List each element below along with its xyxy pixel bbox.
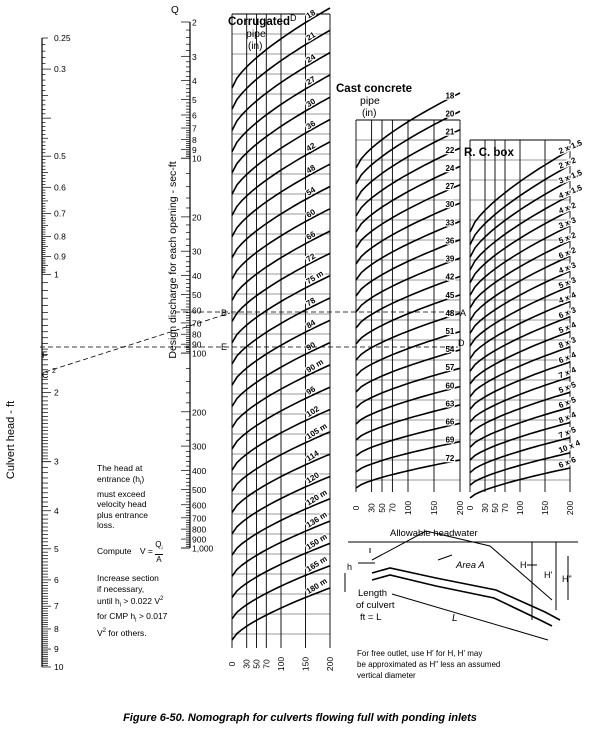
head-note	[97, 463, 177, 531]
pipe-size-label: 7 x 4	[557, 365, 578, 381]
length-label-1: Length	[358, 588, 388, 599]
pipe-size-label: 48	[304, 163, 318, 176]
pipe-size-label: 78	[304, 295, 318, 309]
discharge-scale-label: 600	[192, 500, 207, 511]
length-label-2: of culvert	[356, 600, 395, 611]
pipe-size-label: 24	[304, 52, 318, 65]
concrete-title-2: pipe	[360, 95, 380, 107]
concrete-pipe-panel	[351, 92, 465, 516]
length-label: 70	[261, 659, 272, 669]
pipe-size-label: 33	[445, 218, 455, 228]
pipe-size-label: 42	[304, 140, 318, 154]
head-scale-label: 5	[54, 543, 59, 554]
allowable-headwater-label: Allowable headwater	[390, 528, 478, 539]
discharge-scale-label: 100	[192, 348, 207, 359]
increase-note-line: for CMP $h_i > 0.017$	[97, 611, 168, 624]
free-outlet-line: For free outlet, use H' for H, H' may	[357, 649, 483, 658]
discharge-scale-label: 20	[192, 212, 202, 223]
increase-note-line: Increase section	[97, 573, 159, 583]
pipe-size-label: 5 x 2	[557, 230, 578, 246]
head-scale-label: 0.7	[54, 208, 66, 219]
pipe-size-label: 69	[445, 435, 455, 445]
length-label: 50	[251, 659, 262, 669]
pipe-size-label: 96	[304, 384, 318, 397]
pipe-size-label: 8 x 3	[557, 335, 578, 351]
discharge-scale-label: 800	[192, 524, 207, 535]
discharge-scale-label: 7	[192, 123, 197, 134]
pipe-size-label: 90	[304, 340, 318, 353]
head-scale-label: 0.5	[54, 151, 66, 162]
head-scale-label: 0.3	[54, 64, 66, 75]
pipe-size-label: 30	[304, 96, 318, 110]
concrete-unit: (in)	[362, 108, 377, 119]
head-scale-label: 10	[54, 662, 64, 672]
discharge-axis-title: Design discharge for each opening - sec-ft	[167, 161, 179, 359]
pipe-size-label: 66	[304, 229, 318, 242]
discharge-scale-label: 500	[192, 484, 207, 495]
corrugated-title-2: pipe	[246, 28, 266, 40]
head-note-line: plus entrance	[97, 509, 149, 520]
pipe-size-label: 45	[445, 290, 455, 300]
pipe-size-label: 6 x 2	[557, 245, 578, 261]
pipe-size-label: 60	[304, 207, 318, 220]
length-label: 100	[515, 500, 525, 516]
discharge-scale-label: 40	[192, 271, 202, 282]
head-scale-label: 9	[54, 644, 59, 655]
culvert-head-axis-title: Culvert head - ft	[5, 400, 17, 480]
pipe-size-label: 120 m	[304, 487, 329, 508]
discharge-scale-label: 4	[192, 76, 197, 87]
pipe-size-label: 36	[445, 236, 455, 246]
H1-label: H'	[544, 570, 553, 580]
length-label: 30	[241, 659, 252, 669]
free-outlet-line: vertical diameter	[357, 671, 416, 680]
pipe-size-label: 36	[304, 118, 318, 132]
pipe-size-label: 42	[445, 272, 455, 282]
discharge-scale-label: 1,000	[192, 543, 214, 554]
discharge-scale-label: 90	[192, 339, 202, 350]
H-label: H	[520, 560, 527, 570]
pipe-size-label: 18	[445, 91, 455, 101]
pipe-size-label: 4 x 2	[557, 200, 578, 216]
point-F: F	[42, 350, 48, 360]
head-scale-label: 7	[54, 601, 59, 612]
length-label: 0	[351, 505, 361, 511]
h-label: h	[347, 562, 353, 572]
pipe-size-label: 72	[445, 453, 455, 463]
length-label: 150	[300, 656, 311, 672]
pipe-size-label: 5 x 4	[557, 320, 578, 336]
pipe-size-label: 72	[304, 251, 318, 264]
figure-caption: Figure 6-50. Nomograph for culverts flowing full with ponding inlets	[123, 712, 477, 724]
pipe-size-label: 4 x 3	[557, 260, 578, 276]
pipe-size-label: 4 x 1.5	[557, 183, 584, 201]
discharge-scale-label: 70	[192, 318, 202, 329]
length-label: 200	[455, 500, 465, 516]
discharge-scale-label: 6	[192, 110, 197, 121]
head-note-line: velocity head	[97, 499, 147, 510]
discharge-scale-label: 3	[192, 51, 197, 62]
pipe-size-label: 57	[445, 363, 455, 373]
point-D-cmp: D	[290, 13, 297, 23]
pipe-size-label: 6 x 6	[557, 454, 578, 470]
head-scale-label: 1	[54, 269, 59, 280]
corrugated-unit: (in)	[248, 41, 263, 52]
discharge-scale-label: 5	[192, 95, 197, 106]
pipe-size-label: 150 m	[304, 532, 329, 552]
pipe-size-label: 7 x 5	[557, 425, 578, 441]
discharge-scale-label: 10	[192, 153, 202, 164]
pipe-size-label: 105 m	[304, 421, 329, 442]
head-note-line: entrance $(h_i)$	[97, 473, 145, 487]
pipe-size-label: 6 x 4	[557, 350, 578, 366]
point-C: C	[42, 370, 49, 380]
compute-note	[97, 540, 163, 564]
head-scale-label: 8	[54, 623, 59, 634]
box-title: R. C. box	[464, 147, 514, 159]
pipe-size-label: 102	[304, 404, 321, 419]
H2-label: H"	[562, 574, 572, 584]
length-label: 0	[227, 661, 237, 667]
length-label: 200	[565, 500, 575, 516]
pipe-size-label: 51	[445, 327, 455, 337]
length-label: 100	[276, 656, 286, 672]
length-label: 100	[403, 500, 413, 516]
pipe-size-label: 136 m	[304, 509, 329, 530]
discharge-scale-label: 50	[192, 289, 202, 300]
head-note-line: The head at	[97, 463, 143, 473]
length-label: 0	[465, 505, 475, 511]
pipe-size-label: 10 x 4	[557, 438, 582, 456]
pipe-size-label: 84	[304, 318, 318, 331]
pipe-size-label: 21	[445, 127, 455, 137]
discharge-scale-label: 700	[192, 513, 207, 524]
example-lines	[40, 312, 460, 375]
head-scale-label: 0.6	[54, 182, 66, 193]
discharge-scale	[181, 18, 214, 554]
length-label: 150	[429, 500, 439, 516]
increase-note-line: until $h_i > 0.022$ $V^2$	[97, 595, 164, 609]
pipe-size-label: 48	[445, 308, 455, 318]
discharge-scale-label: 30	[192, 246, 202, 257]
pipe-size-label: 120	[304, 470, 321, 486]
culvert-sketch	[345, 531, 578, 640]
discharge-scale-label: 9	[192, 144, 197, 155]
discharge-scale-label: 900	[192, 534, 207, 545]
pipe-size-label: 54	[445, 345, 455, 355]
increase-note-line: if necessary,	[97, 583, 145, 594]
increase-note-line: $V^2$ for others.	[97, 628, 147, 639]
pipe-size-label: 20	[445, 109, 455, 119]
head-scale-label: 2	[54, 387, 59, 398]
length-label: 30	[366, 503, 377, 513]
pipe-size-label: 114	[304, 448, 321, 464]
head-note-line: must exceed	[97, 488, 146, 499]
length-label: 200	[325, 656, 335, 672]
increase-note	[97, 573, 187, 639]
head-scale-label: 0.9	[54, 251, 66, 262]
pipe-size-label: 75 m	[304, 268, 325, 287]
area-label: Area A	[456, 560, 485, 571]
discharge-scale-label: 400	[192, 465, 207, 476]
head-scale-label: 4	[54, 505, 59, 516]
length-label: 50	[377, 503, 387, 513]
pipe-size-label: 6 x 5	[557, 395, 578, 411]
pipe-size-label: 5 x 3	[557, 275, 578, 291]
length-label-3: ft = L	[360, 612, 382, 623]
L-label: L	[452, 613, 458, 624]
pipe-size-label: 6 x 3	[557, 305, 578, 321]
discharge-scale-label: 8	[192, 134, 197, 145]
point-A: A	[460, 308, 467, 318]
pipe-size-label: 39	[445, 254, 455, 264]
velocity-formula: V = $\frac{Q_i}{A}$	[139, 540, 163, 564]
rc-box-panel	[465, 138, 584, 515]
length-label: 30	[480, 503, 490, 513]
concrete-title: Cast concrete	[336, 83, 413, 95]
pipe-size-label: 27	[304, 74, 318, 87]
pipe-size-label: 21	[304, 30, 318, 43]
pipe-size-label: 66	[445, 417, 455, 427]
pipe-size-label: 5 x 5	[557, 380, 578, 396]
head-note-line: loss.	[97, 520, 115, 531]
length-label: 150	[540, 500, 550, 516]
pipe-size-label: 30	[445, 200, 455, 210]
pipe-size-label: 3 x 3	[557, 215, 578, 231]
pipe-size-label: 22	[445, 145, 455, 155]
point-C-superscript: 2	[52, 368, 56, 375]
length-label: 70	[387, 503, 398, 513]
pipe-size-label: 165 m	[304, 554, 329, 574]
pipe-size-label: 2 x 1.5	[557, 138, 584, 156]
free-outlet-note	[357, 648, 597, 681]
point-D: D	[458, 338, 465, 348]
pipe-size-label: 60	[445, 381, 455, 391]
discharge-scale-label: 300	[192, 441, 207, 452]
pipe-size-label: 8 x 4	[557, 410, 578, 426]
discharge-symbol: Q	[171, 5, 179, 16]
length-label: 70	[500, 503, 510, 513]
point-E: E	[221, 342, 228, 352]
pipe-size-label: 63	[445, 399, 455, 409]
discharge-scale-label: 2	[192, 17, 197, 28]
pipe-size-label: 4 x 4	[557, 290, 578, 306]
pipe-size-label: 90 m	[304, 357, 325, 375]
discharge-scale-label: 200	[192, 407, 207, 418]
pipe-size-label: 18	[304, 8, 318, 21]
pipe-size-label: 180 m	[304, 576, 329, 596]
discharge-scale-label: 80	[192, 329, 202, 340]
head-scale-label: 6	[54, 574, 59, 585]
corrugated-title: Corrugated	[228, 16, 290, 28]
head-scale-label: 3	[54, 456, 59, 467]
point-B: B	[221, 308, 228, 318]
compute-label: Compute	[97, 546, 132, 557]
pipe-size-label: 24	[445, 163, 455, 173]
discharge-scale-label: 60	[192, 305, 202, 316]
free-outlet-line: be approximated as H" less an assumed	[357, 660, 501, 669]
pipe-size-label: 54	[304, 185, 318, 198]
pipe-size-label: 2 x 2	[557, 155, 578, 171]
corrugated-pipe-panel	[227, 8, 335, 671]
pipe-size-label: 27	[445, 182, 455, 192]
head-scale-label: 0.8	[54, 231, 66, 242]
length-label: 50	[490, 503, 500, 513]
pipe-size-label: 3 x 1.5	[557, 168, 584, 186]
head-scale-label: 0.25	[54, 33, 71, 43]
